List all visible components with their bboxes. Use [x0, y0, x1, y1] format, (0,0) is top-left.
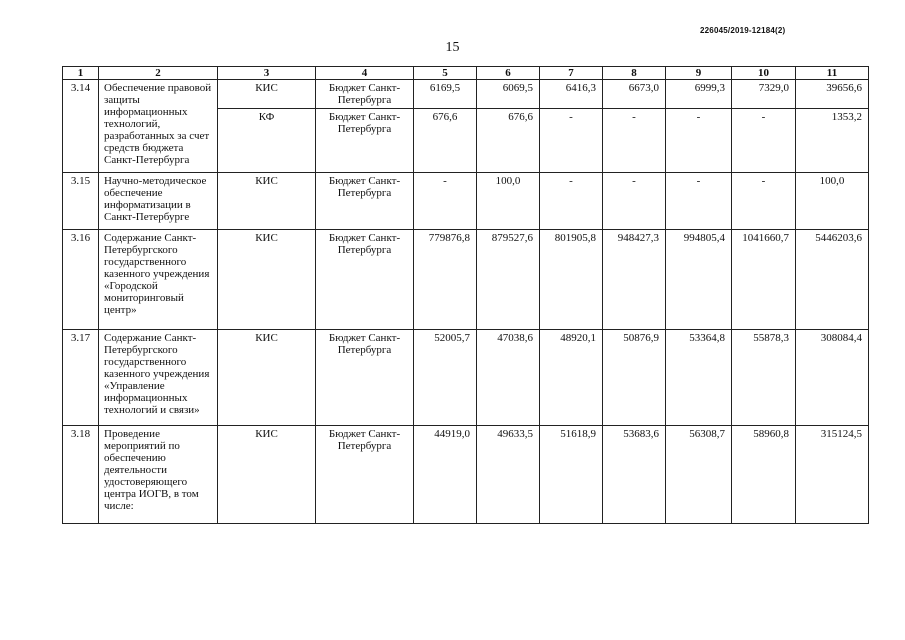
- row-code: КИС: [218, 80, 316, 109]
- row-source: Бюджет Санкт-Петербурга: [316, 230, 414, 330]
- row-value: 1041660,7: [732, 230, 796, 330]
- header-cell: 7: [540, 67, 603, 80]
- row-name: Содержание Санкт-Петербургского государственного казенного учреждения «Управление информационных технологий и связи»: [99, 330, 218, 426]
- row-code: КИС: [218, 230, 316, 330]
- header-cell: 4: [316, 67, 414, 80]
- row-value: -: [666, 109, 732, 173]
- row-value: 100,0: [477, 173, 540, 230]
- table-row: [63, 80, 869, 109]
- row-value: 50876,9: [603, 330, 666, 426]
- row-source: Бюджет Санкт-Петербурга: [316, 173, 414, 230]
- row-value: 315124,5: [796, 426, 869, 524]
- row-value: 39656,6: [796, 80, 869, 109]
- row-value: -: [540, 109, 603, 173]
- table-row: [63, 173, 869, 230]
- header-cell: 5: [414, 67, 477, 80]
- table-row: [63, 330, 869, 426]
- row-code: КФ: [218, 109, 316, 173]
- page-number: 15: [445, 40, 460, 55]
- row-value: 779876,8: [414, 230, 477, 330]
- row-value: 44919,0: [414, 426, 477, 524]
- row-name: Содержание Санкт-Петербургского государственного казенного учреждения «Городской мониторинговый центр»: [99, 230, 218, 330]
- row-source: Бюджет Санкт-Петербурга: [316, 80, 414, 109]
- row-code: КИС: [218, 330, 316, 426]
- row-value: 47038,6: [477, 330, 540, 426]
- row-value: 53683,6: [603, 426, 666, 524]
- row-name: Проведение мероприятий по обеспечению деятельности удостоверяющего центра ИОГВ, в том числе:: [99, 426, 218, 524]
- row-value: 5446203,6: [796, 230, 869, 330]
- row-number: 3.14: [63, 80, 99, 173]
- header-cell: 2: [99, 67, 218, 80]
- row-code: КИС: [218, 173, 316, 230]
- row-value: 6673,0: [603, 80, 666, 109]
- row-value: 879527,6: [477, 230, 540, 330]
- row-value: -: [732, 109, 796, 173]
- row-value: 100,0: [796, 173, 869, 230]
- row-value: -: [603, 109, 666, 173]
- row-value: 1353,2: [796, 109, 869, 173]
- row-name: Научно-методическое обеспечение информатизации в Санкт-Петербурге: [99, 173, 218, 230]
- row-value: 676,6: [477, 109, 540, 173]
- row-number: 3.17: [63, 330, 99, 426]
- row-value: -: [414, 173, 477, 230]
- row-name: Обеспечение правовой защиты информационных технологий, разработанных за счет средств бюджета Санкт-Петербурга: [99, 80, 218, 173]
- row-value: 55878,3: [732, 330, 796, 426]
- header-cell: 8: [603, 67, 666, 80]
- row-code: КИС: [218, 426, 316, 524]
- table-row: [63, 426, 869, 524]
- header-cell: 9: [666, 67, 732, 80]
- row-value: 53364,8: [666, 330, 732, 426]
- row-number: 3.15: [63, 173, 99, 230]
- table-row: [63, 230, 869, 330]
- row-value: 51618,9: [540, 426, 603, 524]
- row-value: -: [603, 173, 666, 230]
- row-value: 6069,5: [477, 80, 540, 109]
- row-value: 48920,1: [540, 330, 603, 426]
- table-header-row: [63, 67, 869, 80]
- row-value: 56308,7: [666, 426, 732, 524]
- row-source: Бюджет Санкт-Петербурга: [316, 330, 414, 426]
- row-value: 948427,3: [603, 230, 666, 330]
- row-value: 58960,8: [732, 426, 796, 524]
- document-id: 226045/2019-12184(2): [700, 26, 786, 35]
- header-cell: 11: [796, 67, 869, 80]
- row-value: 676,6: [414, 109, 477, 173]
- row-value: 7329,0: [732, 80, 796, 109]
- row-value: -: [666, 173, 732, 230]
- row-value: -: [732, 173, 796, 230]
- budget-table: [62, 66, 869, 524]
- row-value: 6999,3: [666, 80, 732, 109]
- row-value: 801905,8: [540, 230, 603, 330]
- row-source: Бюджет Санкт-Петербурга: [316, 426, 414, 524]
- row-value: 49633,5: [477, 426, 540, 524]
- row-number: 3.16: [63, 230, 99, 330]
- header-cell: 1: [63, 67, 99, 80]
- row-value: 52005,7: [414, 330, 477, 426]
- row-value: 6416,3: [540, 80, 603, 109]
- row-value: 308084,4: [796, 330, 869, 426]
- row-value: 6169,5: [414, 80, 477, 109]
- header-cell: 3: [218, 67, 316, 80]
- header-cell: 6: [477, 67, 540, 80]
- row-value: -: [540, 173, 603, 230]
- row-source: Бюджет Санкт-Петербурга: [316, 109, 414, 173]
- row-value: 994805,4: [666, 230, 732, 330]
- row-number: 3.18: [63, 426, 99, 524]
- header-cell: 10: [732, 67, 796, 80]
